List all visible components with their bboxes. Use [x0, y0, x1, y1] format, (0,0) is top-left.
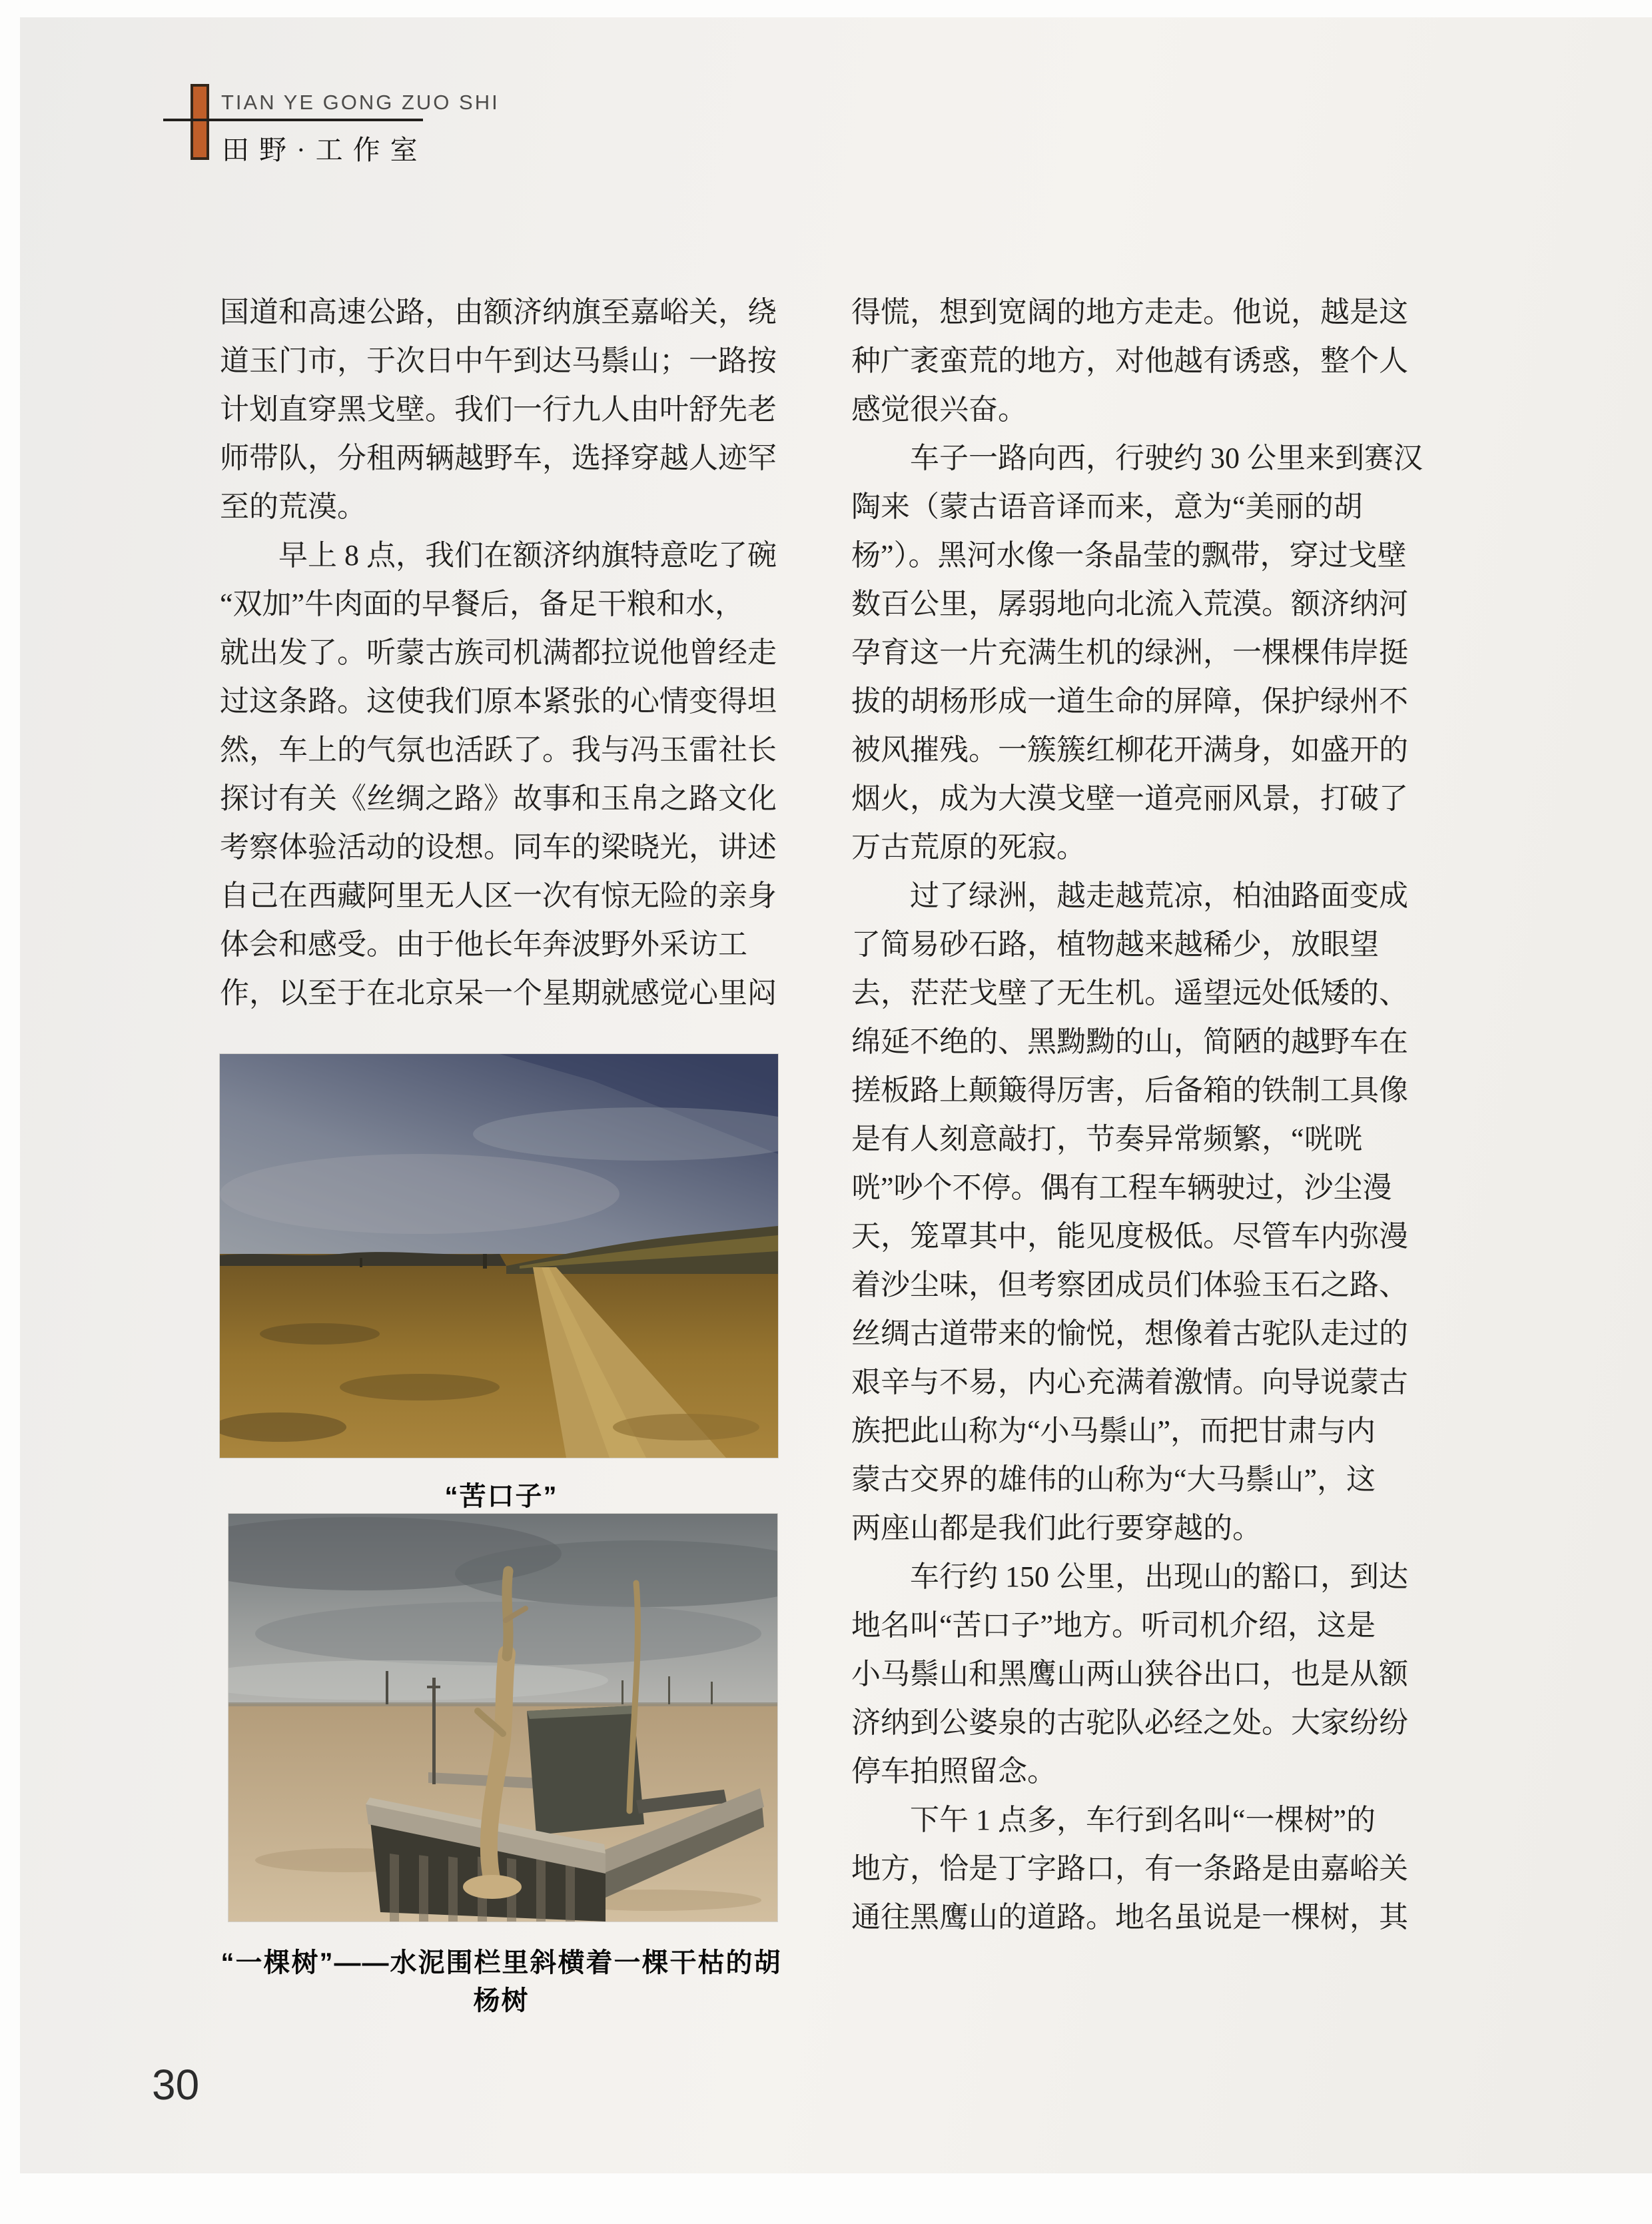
photo-desert-road — [220, 1054, 778, 1458]
text-line: 数百公里，孱弱地向北流入荒漠。额济纳河 — [851, 588, 1408, 620]
text-line: 考察体验活动的设想。同车的梁晓光，讲述 — [220, 831, 777, 863]
text-line: 下午 1 点多，车行到名叫“一棵树”的 — [851, 1804, 1376, 1836]
text-line: 蒙古交界的雄伟的山称为“大马鬃山”，这 — [851, 1463, 1376, 1496]
text-line: 车子一路向西，行驶约 30 公里来到赛汉 — [851, 442, 1423, 474]
text-line: 早上 8 点，我们在额济纳旗特意吃了碗 — [220, 539, 777, 572]
text-line: 过这条路。这使我们原本紧张的心情变得坦 — [220, 685, 777, 718]
text-line: 杨”）。黑河水像一条晶莹的飘带，穿过戈壁 — [851, 539, 1407, 572]
text-line: 被风摧残。一簇簇红柳花开满身，如盛开的 — [851, 734, 1408, 766]
text-line: 停车拍照留念。 — [851, 1755, 1056, 1788]
text-line: 去，茫茫戈壁了无生机。遥望远处低矮的、 — [851, 977, 1408, 1009]
text-line: 探讨有关《丝绸之路》故事和玉帛之路文化 — [220, 782, 777, 815]
text-line: 车行约 150 公里，出现山的豁口，到达 — [851, 1560, 1408, 1593]
text-line: 感觉很兴奋。 — [851, 393, 1027, 426]
figure-caption: “苦口子” — [444, 1482, 558, 1511]
text-line: 自己在西藏阿里无人区一次有惊无险的亲身 — [220, 879, 777, 912]
text-line: 族把此山称为“小马鬃山”，而把甘肃与内 — [851, 1414, 1376, 1447]
text-line: 然，车上的气氛也活跃了。我与冯玉雷社长 — [220, 734, 777, 766]
text-line: 艰辛与不易，内心充满着激情。向导说蒙古 — [851, 1366, 1408, 1398]
text-line: 天，笼罩其中，能见度极低。尽管车内弥漫 — [851, 1220, 1408, 1253]
text-line: 绵延不绝的、黑黝黝的山，简陋的越野车在 — [851, 1025, 1408, 1058]
text-line: 地方，恰是丁字路口，有一条路是由嘉峪关 — [851, 1852, 1408, 1885]
figure-caption: “一棵树”——水泥围栏里斜横着一棵干枯的胡杨树 — [220, 1948, 782, 2015]
text-line: 体会和感受。由于他长年奔波野外采访工 — [220, 928, 747, 961]
text-line: 国道和高速公路，由额济纳旗至嘉峪关，绕 — [220, 296, 777, 328]
photo-monument — [228, 1514, 777, 1922]
text-line: 过了绿洲，越走越荒凉，柏油路面变成 — [851, 879, 1408, 912]
text-line: 济纳到公婆泉的古驼队必经之处。大家纷纷 — [851, 1706, 1408, 1739]
text-line: 烟火，成为大漠戈壁一道亮丽风景，打破了 — [851, 782, 1408, 815]
text-line: 就出发了。听蒙古族司机满都拉说他曾经走 — [220, 636, 777, 669]
text-line: 地名叫“苦口子”地方。听司机介绍，这是 — [851, 1609, 1376, 1642]
text-line: 是有人刻意敲打，节奏异常频繁，“咣咣 — [851, 1123, 1363, 1155]
header-rule — [163, 119, 423, 121]
magazine-page — [20, 17, 1652, 2173]
text-line: 孕育这一片充满生机的绿洲，一棵棵伟岸挺 — [851, 636, 1408, 669]
text-line: 咣”吵个不停。偶有工程车辆驶过，沙尘漫 — [851, 1171, 1392, 1204]
text-line: “双加”牛肉面的早餐后，备足干粮和水， — [220, 588, 745, 620]
text-line: 得慌，想到宽阔的地方走走。他说，越是这 — [851, 296, 1408, 328]
text-line: 计划直穿黑戈壁。我们一行九人由叶舒先老 — [220, 393, 777, 426]
text-line: 拔的胡杨形成一道生命的屏障，保护绿州不 — [851, 685, 1408, 718]
text-line: 丝绸古道带来的愉悦，想像着古驼队走过的 — [851, 1317, 1408, 1350]
text-line: 作，以至于在北京呆一个星期就感觉心里闷 — [220, 977, 777, 1009]
text-line: 万古荒原的死寂。 — [851, 831, 1086, 863]
text-line: 种广袤蛮荒的地方，对他越有诱惑，整个人 — [851, 344, 1408, 377]
text-line: 小马鬃山和黑鹰山两山狭谷出口，也是从额 — [851, 1658, 1408, 1690]
text-line: 道玉门市，于次日中午到达马鬃山；一路按 — [220, 344, 777, 377]
text-line: 陶来（蒙古语音译而来，意为“美丽的胡 — [851, 490, 1363, 523]
text-line: 师带队，分租两辆越野车，选择穿越人迹罕 — [220, 442, 777, 474]
page-number: 30 — [152, 2061, 200, 2109]
text-line: 了简易砂石路，植物越来越稀少，放眼望 — [851, 928, 1379, 961]
text-line: 至的荒漠。 — [220, 490, 366, 523]
section-title-pinyin: TIAN YE GONG ZUO SHI — [221, 91, 500, 114]
left-column — [220, 288, 783, 1017]
text-line: 两座山都是我们此行要穿越的。 — [851, 1512, 1262, 1544]
text-line: 搓板路上颠簸得厉害，后备箱的铁制工具像 — [851, 1074, 1408, 1107]
section-title: 田野·工作室 — [222, 135, 428, 165]
text-line: 通往黑鹰山的道路。地名虽说是一棵树，其 — [851, 1901, 1408, 1934]
text-line: 着沙尘味，但考察团成员们体验玉石之路、 — [851, 1269, 1408, 1301]
right-column — [851, 288, 1423, 1942]
logo-mark — [191, 84, 209, 160]
